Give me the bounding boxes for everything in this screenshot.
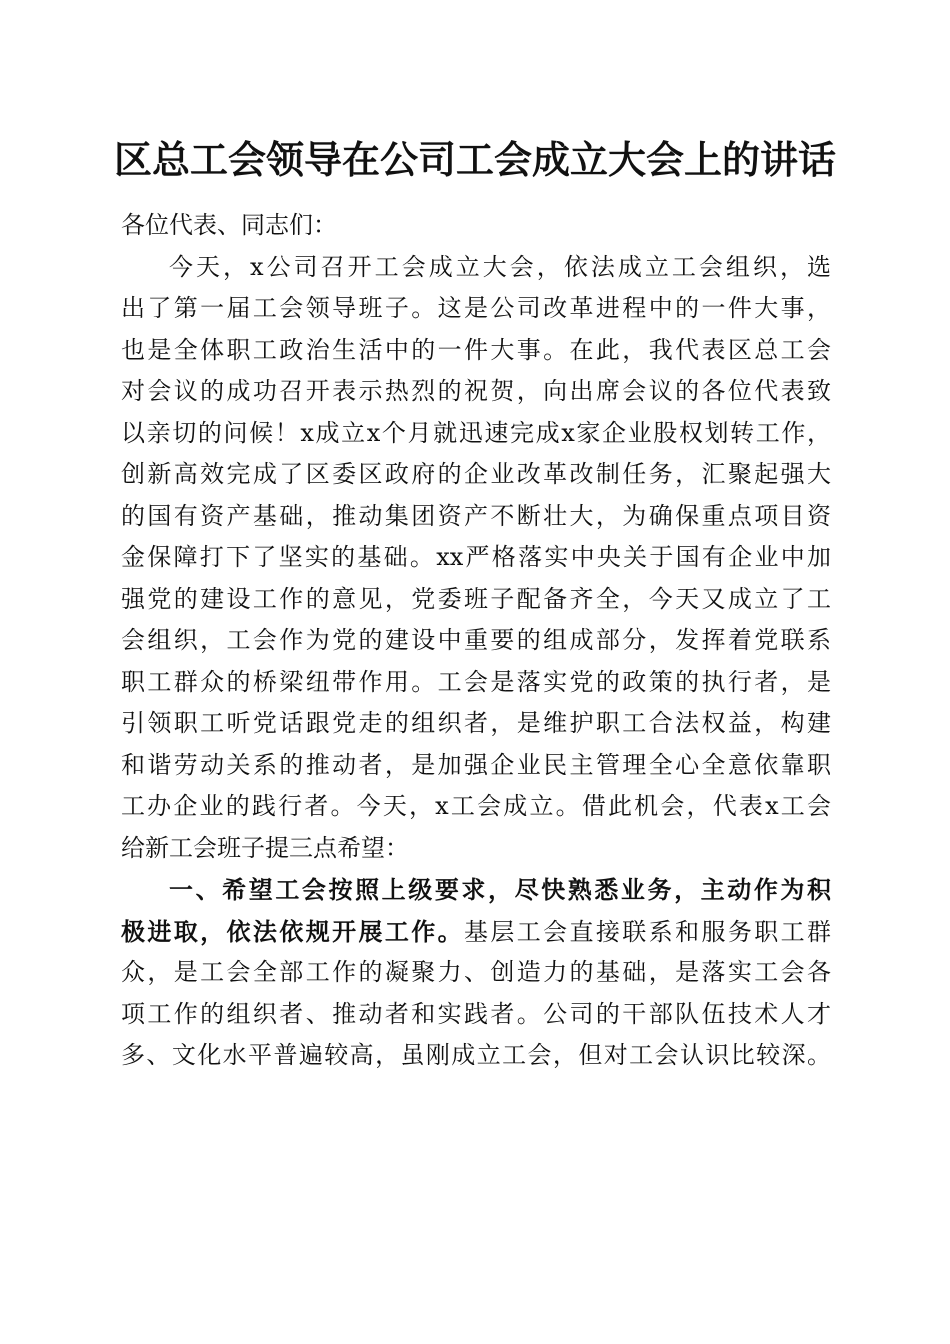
section-heading-continuation: 极进取，依法依规开展工作。 [121, 916, 464, 946]
paragraph-line: 的国有资产基础，推动集团资产不断壮大，为确保重点项目资 [121, 501, 831, 530]
paragraph-line: 引领职工听党话跟党走的组织者，是维护职工合法权益，构建 [121, 709, 831, 737]
paragraph-line: 也是全体职工政治生活中的一件大事。在此，我代表区总工会 [121, 335, 831, 364]
paragraph-line: 多、文化水平普遍较高，虽刚成立工会，但对工会认识比较深。 [121, 1041, 831, 1069]
section-heading-line: 一、希望工会按照上级要求，尽快熟悉业务，主动作为积 [169, 875, 831, 904]
paragraph-line: 今天，x公司召开工会成立大会，依法成立工会组织，选 [169, 252, 831, 281]
greeting: 各位代表、同志们： [121, 211, 337, 239]
section-mixed-line [121, 911, 831, 953]
paragraph-line: 和谐劳动关系的推动者，是加强企业民主管理全心全意依靠职 [121, 750, 831, 779]
section-text: 基层工会直接联系和服务职工群 [464, 917, 831, 946]
paragraph-1 [121, 247, 831, 870]
paragraph-line: 项工作的组织者、推动者和实践者。公司的干部队伍技术人才 [121, 999, 831, 1028]
paragraph-line: 职工群众的桥梁纽带作用。工会是落实党的政策的执行者，是 [121, 667, 831, 696]
paragraph-line: 创新高效完成了区委区政府的企业改革改制任务，汇聚起强大 [121, 460, 831, 488]
paragraph-line: 金保障打下了坚实的基础。xx严格落实中央关于国有企业中加 [121, 543, 831, 571]
document-title: 区总工会领导在公司工会成立大会上的讲话 [113, 137, 836, 182]
paragraph-line: 会组织，工会作为党的建设中重要的组成部分，发挥着党联系 [121, 626, 831, 654]
paragraph-line: 以亲切的问候！x成立x个月就迅速完成x家企业股权划转工作， [121, 418, 831, 447]
paragraph-line: 给新工会班子提三点希望： [121, 833, 409, 862]
paragraph-line: 众，是工会全部工作的凝聚力、创造力的基础，是落实工会各 [121, 958, 831, 986]
paragraph-line: 出了第一届工会领导班子。这是公司改革进程中的一件大事， [121, 294, 831, 322]
paragraph-line: 工办企业的践行者。今天，x工会成立。借此机会，代表x工会 [121, 792, 831, 820]
paragraph-line: 强党的建设工作的意见，党委班子配备齐全，今天又成立了工 [121, 584, 831, 613]
paragraph-line: 对会议的成功召开表示热烈的祝贺，向出席会议的各位代表致 [121, 377, 831, 405]
section-1 [121, 869, 831, 1077]
document-body [121, 205, 831, 1077]
